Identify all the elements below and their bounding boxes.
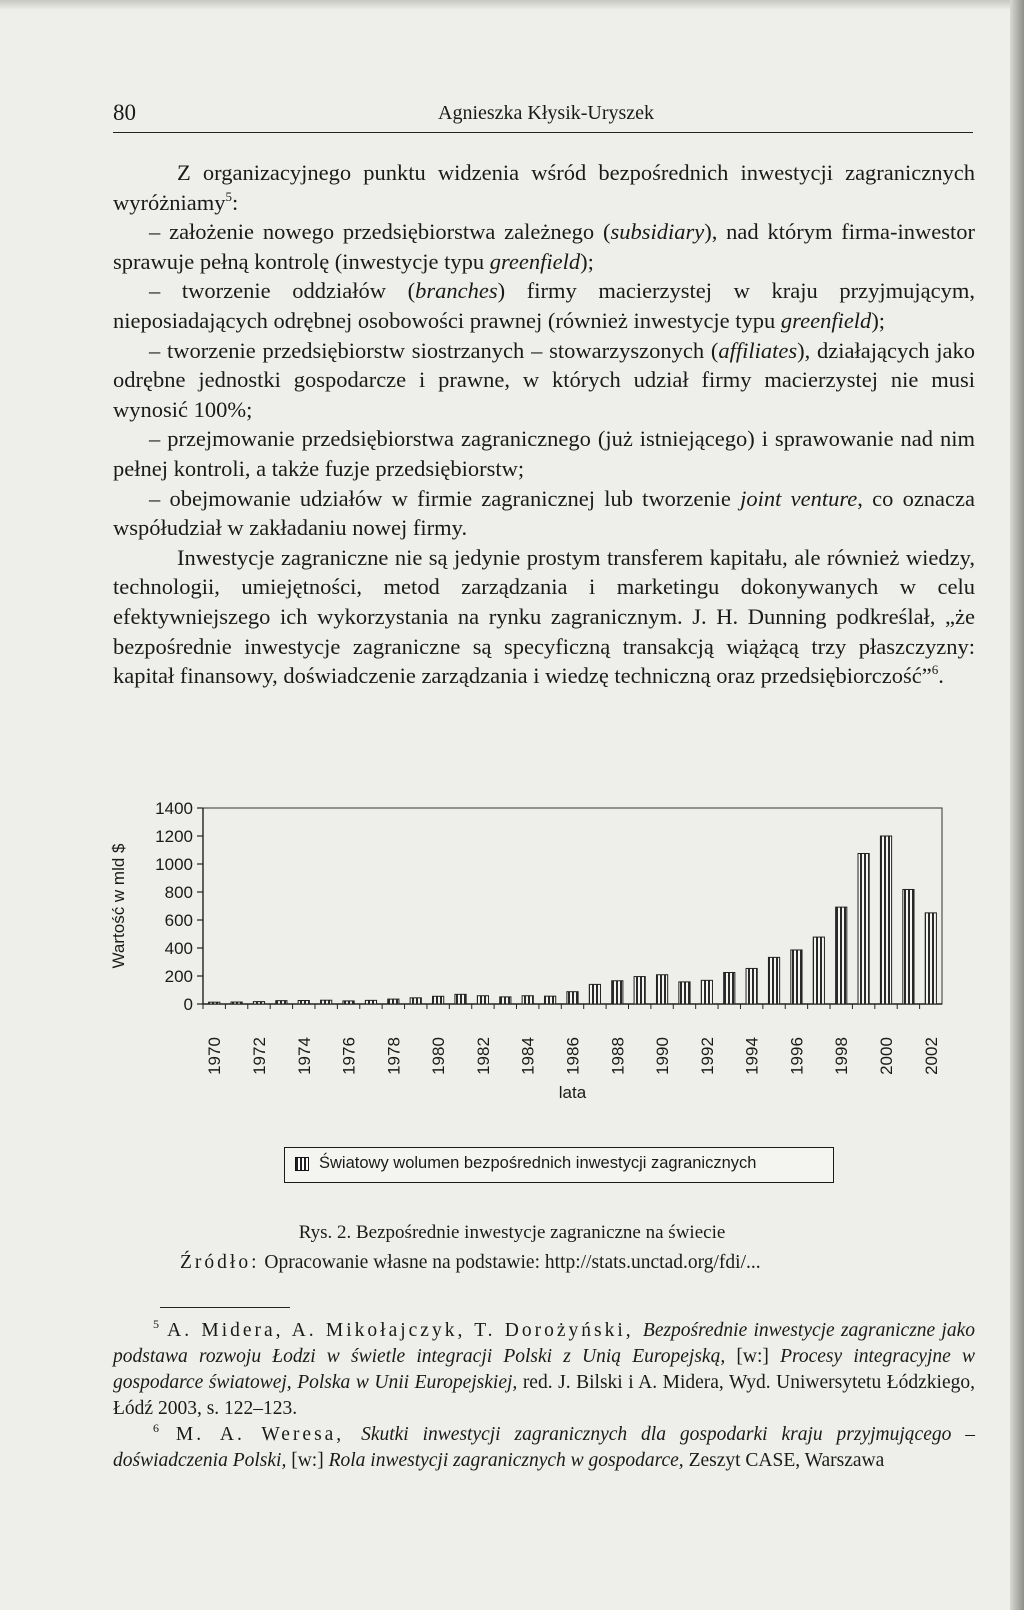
x-tick-label: 2002 bbox=[921, 1037, 941, 1075]
footnote-rule bbox=[160, 1307, 290, 1308]
y-tick-label: 1000 bbox=[155, 855, 193, 874]
bar bbox=[545, 996, 556, 1004]
paragraph-intro bbox=[113, 158, 975, 217]
intro-colon: : bbox=[231, 189, 239, 215]
bar bbox=[253, 1002, 264, 1004]
paragraph-dunning bbox=[113, 543, 975, 691]
page-number: 80 bbox=[113, 100, 136, 125]
bar bbox=[768, 957, 779, 1004]
item1-term-2: greenfield bbox=[489, 248, 581, 274]
item2-term-2: greenfield bbox=[780, 307, 872, 333]
dunning-text: Inwestycje zagraniczne nie są jedynie prostym transferem kapitału, ale również wiedzy, technologii, umiejętności, metod zarządzania i marketingu dokonywanych w celu efektywniejszego ich wykorzystania na rynku zagranicznym. J. H. Dunning podkreślał, „że bezpośrednie inwestycje zagraniczne są specyficzną transakcją wiążącą trzy płaszczyzny: kapitał finansowy, doświadczenie zarządzania i wiedzę techniczną oraz przedsiębiorczość” bbox=[113, 544, 975, 689]
footnote-6-end: Zeszyt CASE, Warszawa bbox=[683, 1450, 885, 1471]
item5-text: – obejmowanie udziałów w firmie zagranicznej lub tworzenie bbox=[149, 485, 741, 511]
bar bbox=[522, 996, 533, 1004]
bar bbox=[276, 1001, 287, 1004]
x-tick-label: 1988 bbox=[608, 1037, 628, 1075]
bar bbox=[679, 982, 690, 1004]
x-tick-label: 1994 bbox=[742, 1037, 762, 1075]
x-tick-label: 1976 bbox=[339, 1037, 359, 1075]
x-tick-label: 1974 bbox=[294, 1037, 314, 1075]
y-tick-label: 1400 bbox=[155, 800, 193, 818]
item2-text: – tworzenie oddziałów ( bbox=[149, 278, 416, 304]
footnote-6-title: Skutki inwestycji zagranicznych dla gospodarki kraju przyjmującego – doświadczenia Polski, bbox=[113, 1424, 975, 1471]
x-tick-label: 1984 bbox=[518, 1037, 538, 1075]
x-tick-label: 1980 bbox=[429, 1037, 449, 1075]
bar bbox=[455, 994, 466, 1004]
bar bbox=[656, 975, 667, 1004]
item5-term: joint venture bbox=[740, 485, 858, 511]
bar bbox=[343, 1001, 354, 1004]
page-top-shadow bbox=[0, 0, 1024, 10]
x-tick-label: 2000 bbox=[877, 1037, 897, 1075]
x-tick-label: 1978 bbox=[384, 1037, 404, 1075]
bar bbox=[410, 998, 421, 1004]
x-axis-title: lata bbox=[558, 1083, 587, 1102]
x-tick-label: 1970 bbox=[205, 1037, 225, 1075]
bar bbox=[880, 836, 891, 1004]
footnote-ref-6: 6 bbox=[931, 662, 939, 678]
source-label: Źródło: bbox=[180, 1252, 260, 1273]
item1-text: – założenie nowego przedsiębiorstwa zależnego ( bbox=[149, 219, 611, 245]
bar bbox=[500, 997, 511, 1004]
bar bbox=[612, 981, 623, 1004]
bar bbox=[365, 1000, 376, 1004]
bar bbox=[925, 913, 936, 1004]
item1-term: subsidiary bbox=[610, 219, 705, 245]
bar bbox=[903, 889, 914, 1004]
running-head bbox=[113, 98, 973, 133]
source-text: Opracowanie własne na podstawie: http://stats.unctad.org/fdi/... bbox=[259, 1252, 761, 1273]
legend-swatch bbox=[295, 1157, 309, 1171]
figure-caption: Rys. 2. Bezpośrednie inwestycje zagraniczne na świecie bbox=[298, 1222, 726, 1243]
footnote-6-authors: M. A. Weresa, bbox=[159, 1424, 362, 1445]
bar bbox=[724, 973, 735, 1005]
chart-plot bbox=[100, 800, 980, 1145]
y-tick-label: 600 bbox=[164, 911, 193, 930]
fdi-bar-chart bbox=[100, 800, 980, 1220]
footnote-5-book: Procesy integracyjne w gospodarce światowej, Polska w Unii Europejskiej, bbox=[113, 1346, 975, 1393]
plot-frame bbox=[203, 808, 942, 1004]
x-tick-label: 1982 bbox=[473, 1037, 493, 1075]
intro-text: Z organizacyjnego punktu widzenia wśród bezpośrednich inwestycji zagranicznych wyróżniamy bbox=[113, 160, 975, 215]
bar bbox=[836, 907, 847, 1004]
bar bbox=[567, 992, 578, 1004]
running-author: Agnieszka Kłysik-Uryszek bbox=[438, 102, 655, 124]
bar bbox=[388, 999, 399, 1004]
x-tick-label: 1998 bbox=[832, 1037, 852, 1075]
x-tick-label: 1996 bbox=[787, 1037, 807, 1075]
bar bbox=[433, 996, 444, 1004]
footnote-6-book: Rola inwestycji zagranicznych w gospodarce, bbox=[328, 1450, 684, 1471]
chart-legend bbox=[284, 1147, 834, 1183]
item3-text: – tworzenie przedsiębiorstw siostrzanych – stowarzyszonych ( bbox=[149, 337, 719, 363]
page-edge-shadow bbox=[1010, 0, 1024, 1610]
footnote-5-title: Bezpośrednie inwestycje zagraniczne jako podstawa rozwoju Łodzi w świetle integracji Polski z Unią Europejską, bbox=[113, 1320, 975, 1367]
footnotes bbox=[113, 1318, 975, 1474]
footnote-5-number: 5 bbox=[153, 1317, 159, 1331]
item2-end: ); bbox=[871, 307, 886, 333]
dunning-end: . bbox=[938, 663, 944, 689]
bar bbox=[298, 1001, 309, 1005]
footnote-5-end: red. J. Bilski i A. Midera, Wyd. Uniwersytetu Łódzkiego, Łódź 2003, s. 122–123. bbox=[113, 1372, 975, 1419]
item3-text-2: ), działających jako odrębne jednostki gospodarcze i prawne, w których udział firmy macierzystej nie musi wynosić 100%; bbox=[113, 337, 976, 422]
bar bbox=[701, 980, 712, 1004]
list-item bbox=[113, 276, 975, 335]
x-tick-label: 1992 bbox=[697, 1037, 717, 1075]
footnote-6 bbox=[113, 1422, 975, 1474]
y-axis-title: Wartość w mld $ bbox=[109, 843, 128, 969]
footnote-ref-5: 5 bbox=[225, 188, 232, 204]
x-tick-label: 1972 bbox=[249, 1037, 269, 1075]
item2-term: branches bbox=[415, 278, 498, 304]
footnote-5-in: [w:] bbox=[725, 1346, 781, 1367]
footnote-5 bbox=[113, 1318, 975, 1422]
x-tick-label: 1986 bbox=[563, 1037, 583, 1075]
y-tick-label: 1200 bbox=[155, 827, 193, 846]
y-tick-label: 0 bbox=[183, 995, 193, 1014]
item1-text-2: ), nad którym firma-inwestor sprawuje pełną kontrolę (inwestycje typu bbox=[113, 219, 975, 274]
item5-text-2: , co oznacza współudział w zakładaniu nowej firmy. bbox=[113, 485, 976, 541]
figure-source bbox=[180, 1252, 761, 1274]
bar bbox=[813, 937, 824, 1004]
bar bbox=[746, 968, 757, 1004]
bar bbox=[231, 1002, 242, 1004]
y-tick-label: 200 bbox=[164, 967, 193, 986]
bar bbox=[477, 996, 488, 1004]
item3-term: affiliates bbox=[718, 337, 798, 363]
footnote-6-number: 6 bbox=[153, 1421, 159, 1435]
legend-label: Światowy wolumen bezpośrednich inwestycji zagranicznych bbox=[319, 1154, 757, 1172]
body-text bbox=[113, 158, 975, 691]
bar bbox=[589, 984, 600, 1004]
x-tick-label: 1990 bbox=[653, 1037, 673, 1075]
bar bbox=[634, 977, 645, 1004]
bar bbox=[209, 1002, 220, 1004]
y-tick-label: 400 bbox=[164, 939, 193, 958]
footnote-6-in: [w:] bbox=[286, 1450, 329, 1471]
bar bbox=[791, 950, 802, 1004]
list-item: – przejmowanie przedsiębiorstwa zagranicznego (już istniejącego) i sprawowanie nad nim pełnej kontroli, a także fuzje przedsiębiorstw; bbox=[113, 426, 975, 481]
bar bbox=[858, 854, 869, 1005]
item2-text-2: ) firmy macierzystej w kraju przyjmującym, nieposiadających odrębnej osobowości prawnej (również inwestycje typu bbox=[113, 278, 976, 333]
footnote-5-authors: A. Midera, A. Mikołajczyk, T. Dorożyński, bbox=[159, 1320, 643, 1341]
y-tick-label: 800 bbox=[164, 883, 193, 902]
item1-end: ); bbox=[580, 248, 594, 274]
list-item bbox=[113, 336, 975, 425]
list-item bbox=[113, 484, 975, 543]
bar bbox=[321, 1000, 332, 1004]
list-item bbox=[113, 217, 975, 276]
